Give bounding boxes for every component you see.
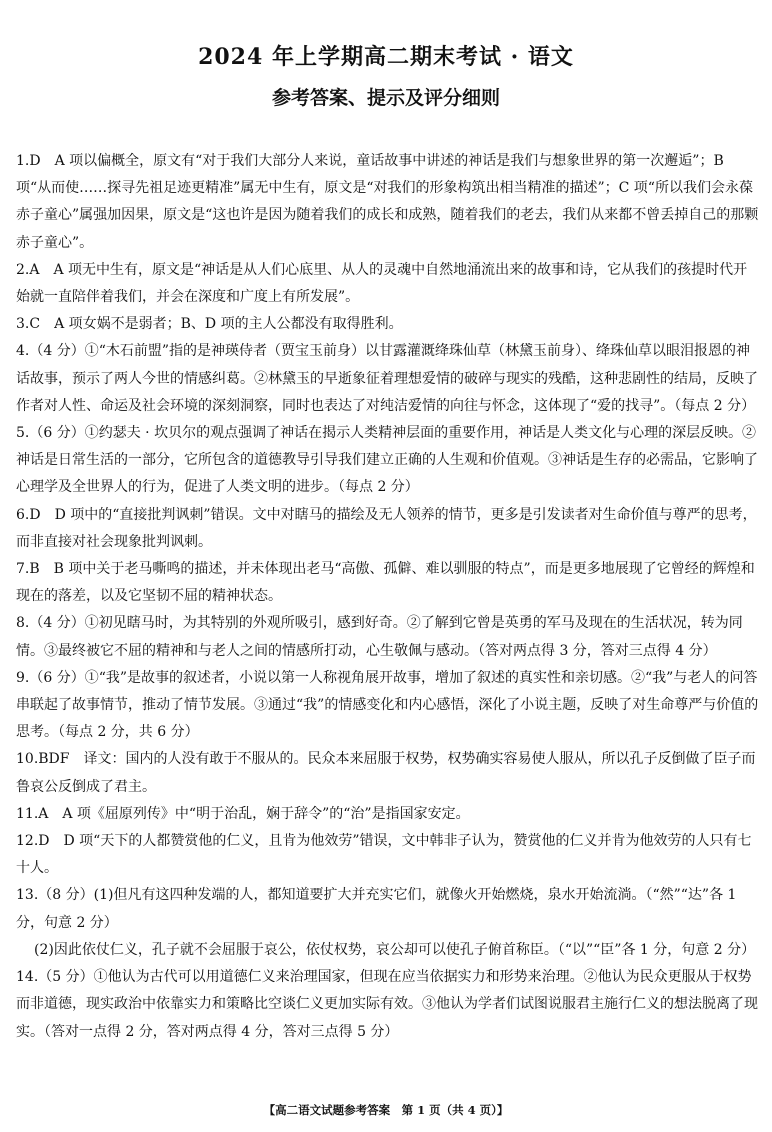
answer-item-4 [16,338,760,420]
answer-list [16,148,760,1046]
answer-text: 12.D D 项“天下的人都赞赏他的仁义，且肯为他效劳”错误，文中韩非子认为，赞赏他的仁义并肯为他效劳的人只有七十人。 [16,833,752,877]
answer-item-14 [16,964,760,1046]
answer-text: 10.BDF 译文：国内的人没有敢于不服从的。民众本来屈服于权势，权势确实容易使人服从，所以孔子反倒做了臣子而鲁哀公反倒成了君主。 [16,751,756,795]
answer-text: 6.D D 项中的“直接批判讽刺”错误。文中对瞎马的描绘及无人领养的情节，更多是引发读者对生命价值与尊严的思考，而非直接对社会现象批判讽刺。 [16,506,757,550]
answer-item-6 [16,502,760,556]
answer-item-1 [16,148,760,257]
answer-text: 13.（8 分）(1)但凡有这四种发端的人，都知道要扩大并充实它们，就像火开始燃烧，泉水开始流淌。（“然”“达”各 1 分，句意 2 分） [16,887,737,931]
answer-item-7 [16,556,760,610]
answer-item-9 [16,665,760,747]
answer-text: 14.（5 分）①他认为古代可以用道德仁义来治理国家，但现在应当依据实力和形势来治理。②他认为民众更服从于权势而非道德，现实政治中依靠实力和策略比空谈仁义更加实际有效。③他认为学者们试图说服君主施行仁义的想法脱离了现实。（答对一点得 2 分，答对两点得 4 分，答对三点得 5 分） [16,969,758,1040]
answer-item-12 [16,828,760,882]
page-footer: 【高二语文试题参考答案 第 1 页（共 4 页）】 [263,1103,509,1117]
answer-text: 2.A A 项无中生有，原文是“神话是从人们心底里、从人的灵魂中自然地涌流出来的故事和诗，它从我们的孩提时代开始就一直陪伴着我们，并会在深度和广度上有所发展”。 [16,261,748,306]
answer-text: 5.（6 分）①约瑟夫 · 坎贝尔的观点强调了神话在揭示人类精神层面的重要作用，神话是人类文化与心理的深层反映。②神话是日常生活的一部分，它所包含的道德教导引导我们建立正确的人生观和价值观。③神话是生存的必需品，它影响了心理学及全世界人的行为，促进了人类文明的进步。（每点 2 分） [16,425,758,496]
answer-text: 3.C A 项女娲不是弱者；B、D 项的主人公都没有取得胜利。 [16,316,403,333]
answer-item-8 [16,610,760,664]
answer-item-2 [16,257,760,311]
answer-text: 4.（4 分）①“木石前盟”指的是神瑛侍者（贾宝玉前身）以甘露灌溉绛珠仙草（林黛玉前身）、绛珠仙草以眼泪报恩的神话故事，预示了两人今世的情感纠葛。②林黛玉的早逝象征着理想爱情的破碎与现实的残酷，这种悲剧性的结局，反映了作者对人性、命运及社会环境的深刻洞察，同时也表达了对纯洁爱情的向往与怀念，这体现了“爱的找寻”。（每点 2 分） [16,343,758,414]
answer-text: 8.（4 分）①初见瞎马时，为其特别的外观所吸引，感到好奇。②了解到它曾是英勇的军马及现在的生活状况，转为同情。③最终被它不屈的精神和与老人之间的情感所打动，心生敬佩与感动。（答对两点得 3 分，答对三点得 4 分） [16,615,743,659]
answer-item-10 [16,746,760,800]
answer-subtext: (2)因此依仗仁义，孔子就不会屈服于哀公，依仗权势，哀公却可以使孔子俯首称臣。（“以”“臣”各 1 分，句意 2 分） [34,941,756,958]
answer-text: 11.A A 项《屈原列传》中“明于治乱，娴于辞令”的“治”是指国家安定。 [16,805,470,822]
page-subtitle: 参考答案、提示及评分细则 [271,87,500,109]
page-title: 2024 年上学期高二期末考试 · 语文 [198,44,574,70]
answer-item-3 [16,311,760,338]
answer-item-5 [16,420,760,502]
answer-text: 9.（6 分）①“我”是故事的叙述者，小说以第一人称视角展开故事，增加了叙述的真实性和亲切感。②“我”与老人的问答串联起了故事情节，推动了情节发展。③通过“我”的情感变化和内心感悟，深化了小说主题，反映了对生命尊严与价值的思考。（每点 2 分，共 6 分） [16,669,759,741]
answer-text: 1.D A 项以偏概全，原文有“对于我们大部分人来说，童话故事中讲述的神话是我们与想象世界的第一次邂逅”；B 项“从而使……探寻先祖足迹更精准”属无中生有，原文是“对我们的形象构筑出相当精准的描述”；C 项“所以我们会永葆赤子童心”属强加因果，原文是“这也许是因为随着我们的成长和成熟，随着我们的老去，我们从来都不曾丢掉自己的那颗赤子童心”。 [16,153,759,251]
answer-item-13 [16,882,760,964]
answer-text: 7.B B 项中关于老马嘶鸣的描述，并未体现出老马“高傲、孤僻、难以驯服的特点”，而是更多地展现了它曾经的辉煌和现在的落差，以及它坚韧不屈的精神状态。 [16,561,755,605]
answer-item-11 [16,801,760,828]
